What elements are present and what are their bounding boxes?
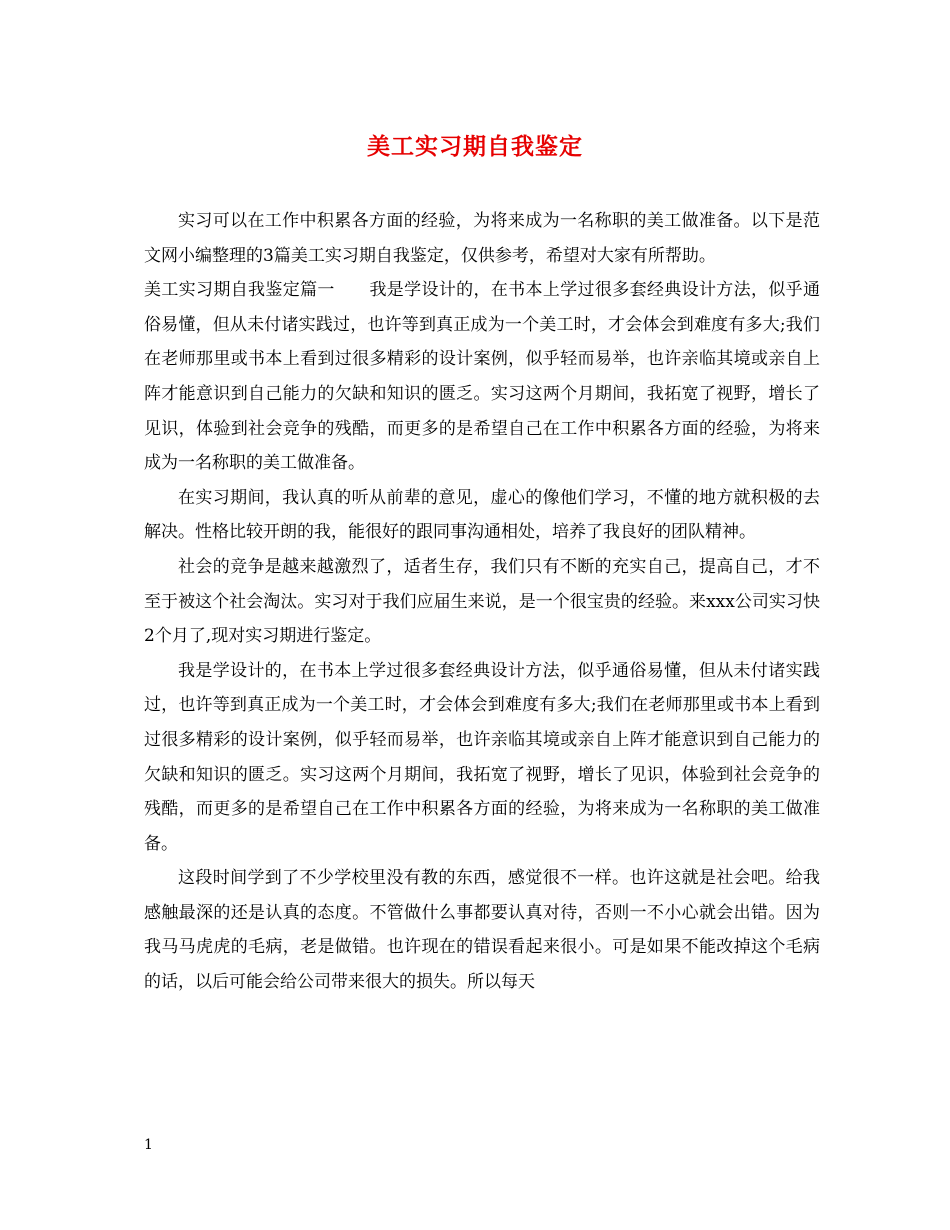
paragraph-2: 美工实习期自我鉴定篇一 我是学设计的，在书本上学过很多套经典设计方法，似乎通俗易懂，但从未付诸实践过，也许等到真正成为一个美工时，才会体会到难度有多大;我们在老师那里或书本上看到过很多精彩的设计案例，似乎轻而易举，也许亲临其境或亲自上阵才能意识到自己能力的欠缺和知识的匮乏。实习这两个月期间，我拓宽了视野，增长了见识，体验到社会竞争的残酷，而更多的是希望自己在工作中积累各方面的经验，为将来成为一名称职的美工做准备。 xyxy=(144,280,820,474)
paragraph-3: 在实习期间，我认真的听从前辈的意见，虚心的像他们学习，不懂的地方就积极的去解决。性格比较开朗的我，能很好的跟同事沟通相处，培养了我良好的团队精神。 xyxy=(144,487,820,543)
paragraph-1: 实习可以在工作中积累各方面的经验，为将来成为一名称职的美工做准备。以下是范文网小编整理的3篇美工实习期自我鉴定，仅供参考，希望对大家有所帮助。 xyxy=(144,211,820,266)
document-title: 美工实习期自我鉴定 xyxy=(367,133,583,160)
paragraph-5: 我是学设计的，在书本上学过很多套经典设计方法，似乎通俗易懂，但从未付诸实践过，也许等到真正成为一个美工时，才会体会到难度有多大;我们在老师那里或书本上看到过很多精彩的设计案例，似乎轻而易举，也许亲临其境或亲自上阵才能意识到自己能力的欠缺和知识的匮乏。实习这两个月期间，我拓宽了视野，增长了见识，体验到社会竞争的残酷，而更多的是希望自己在工作中积累各方面的经验，为将来成为一名称职的美工做准备。 xyxy=(144,660,820,854)
paragraph-4: 社会的竞争是越来越激烈了，适者生存，我们只有不断的充实自己，提高自己，才不至于被这个社会淘汰。实习对于我们应届生来说，是一个很宝贵的经验。来xxx公司实习快2个月了,现对实习期进行鉴定。 xyxy=(144,556,820,647)
page-number: 1 xyxy=(144,1137,153,1153)
document-body xyxy=(144,204,820,1000)
paragraph-6: 这段时间学到了不少学校里没有教的东西，感觉很不一样。也许这就是社会吧。给我感触最深的还是认真的态度。不管做什么事都要认真对待，否则一不小心就会出错。因为我马马虎虎的毛病，老是做错。也许现在的错误看起来很小。可是如果不能改掉这个毛病的话，以后可能会给公司带来很大的损失。所以每天 xyxy=(144,868,820,993)
